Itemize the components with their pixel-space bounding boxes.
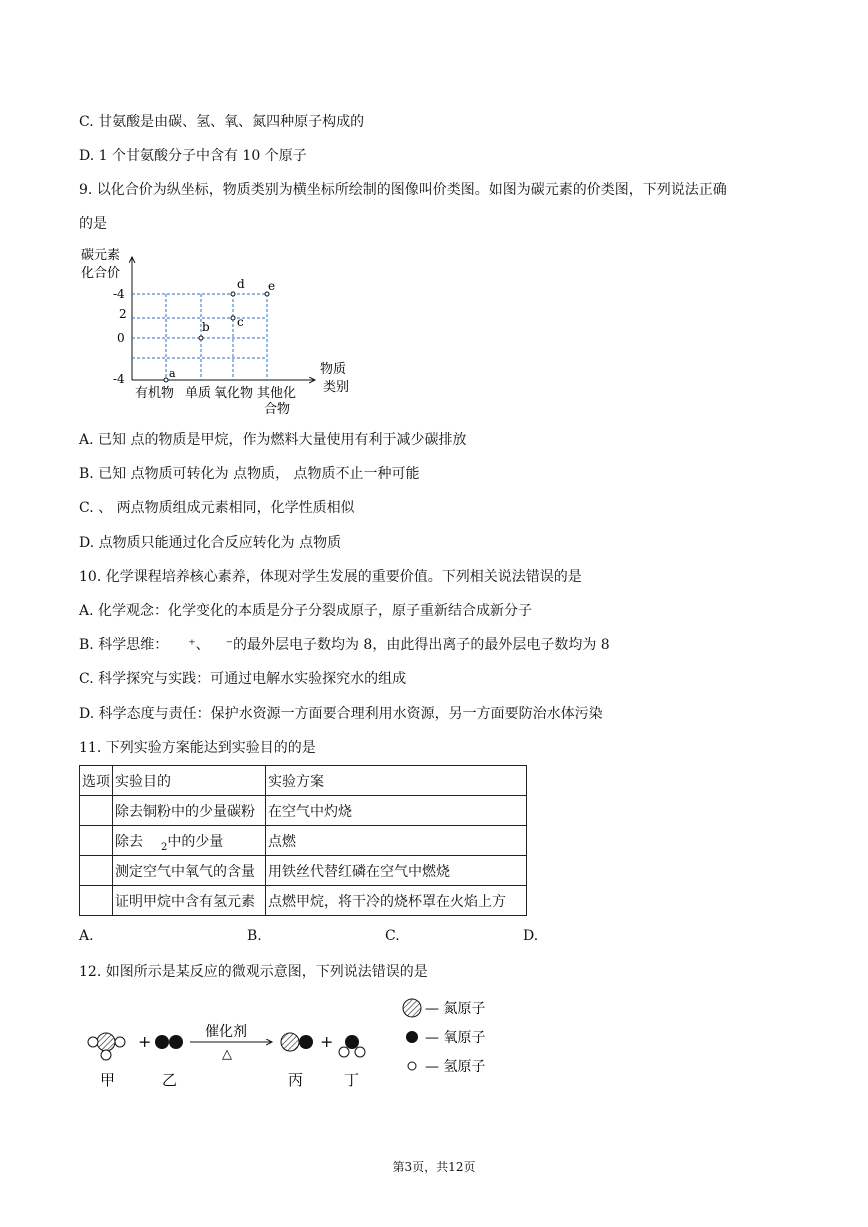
x-axis-title-2: 类别: [323, 380, 350, 395]
table-cell-option: [80, 796, 113, 826]
q8-option-d: D. 1 个甘氨酸分子中含有 10 个原子: [79, 148, 307, 164]
y-axis-title-1: 碳元素: [81, 248, 121, 263]
table-header-cell: 实验目的: [113, 766, 266, 796]
y-tick: -4: [113, 372, 125, 386]
label-jia: 甲: [100, 1071, 116, 1089]
point-d: [231, 292, 235, 296]
point-b: [199, 336, 203, 340]
point-c: [231, 316, 235, 320]
heat-condition: △: [222, 1047, 232, 1062]
table-cell-goal: 证明甲烷中含有氢元素: [113, 886, 266, 916]
q11-option-d: D.: [523, 928, 539, 944]
table-cell-option: [80, 826, 113, 856]
table-header-row: [80, 766, 527, 796]
x-category: 其他化: [257, 386, 297, 401]
table-cell-plan: 点燃甲烷，将干冷的烧杯罩在火焰上方: [266, 886, 527, 916]
q10b-part2: ⁺、: [188, 637, 210, 653]
point-d-label: d: [237, 277, 245, 291]
q8-option-c: C. 甘氨酸是由碳、氢、氧、氮四种原子构成的: [79, 114, 365, 130]
x-category: 氧化物: [214, 386, 254, 401]
legend-oxygen: — 氧原子: [425, 1030, 486, 1046]
q12-stem: 12. 如图所示是某反应的微观示意图，下列说法错误的是: [79, 964, 428, 980]
molecule-bing: [281, 1033, 313, 1051]
q11-option-b: B.: [247, 928, 262, 944]
q10-option-b: [79, 635, 610, 655]
y-axis-title-2: 化合价: [81, 266, 121, 281]
molecule-jia: [88, 1033, 125, 1060]
q10-stem: 10. 化学课程培养核心素养，体现对学生发展的重要价值。下列相关说法错误的是: [79, 569, 582, 585]
table-cell-goal: [113, 826, 266, 856]
q9-option-b: B. 已知 点物质可转化为 点物质， 点物质不止一种可能: [79, 466, 420, 482]
q9-stem-line2: 的是: [79, 216, 107, 232]
table-cell-plan: 在空气中灼烧: [266, 796, 527, 826]
goal-subscript: 2: [161, 841, 168, 853]
q11-stem: 11. 下列实验方案能达到实验目的的是: [79, 740, 316, 756]
table-row: [80, 856, 527, 886]
point-a-label: a: [169, 367, 176, 380]
q10-option-c: C. 科学探究与实践：可通过电解水实验探究水的组成: [79, 671, 407, 687]
x-category: 单质: [185, 386, 212, 401]
table-row: [80, 886, 527, 916]
point-c-label: c: [237, 315, 244, 329]
q11-option-c: C.: [385, 928, 400, 944]
molecule-yi: [155, 1035, 183, 1049]
table-header-cell: 选项: [80, 766, 113, 796]
point-e-label: e: [268, 279, 276, 293]
q9-option-c: C. 、 两点物质组成元素相同，化学性质相似: [79, 500, 355, 516]
page-footer: 第3页，共12页: [392, 1160, 476, 1174]
q9-option-d: D. 点物质只能通过化合反应转化为 点物质: [79, 535, 342, 551]
q10b-part3: ⁻的最外层电子数均为 8，由此得出离子的最外层电子数均为 8: [225, 637, 610, 653]
experiment-table: [79, 765, 527, 916]
label-ding: 丁: [344, 1071, 360, 1089]
x-category: 合物: [264, 402, 291, 415]
point-a: [164, 378, 168, 382]
table-cell-goal: 测定空气中氧气的含量: [113, 856, 266, 886]
x-category: 有机物: [135, 386, 175, 401]
point-b-label: b: [202, 320, 210, 334]
reaction-micro-diagram: [80, 992, 520, 1092]
table-cell-plan: 用铁丝代替红磷在空气中燃烧: [266, 856, 527, 886]
plus-sign: +: [320, 1032, 334, 1051]
q10b-part1: B. 科学思维：: [79, 637, 169, 653]
q10-option-d: D. 科学态度与责任：保护水资源一方面要合理利用水资源，另一方面要防治水体污染: [79, 706, 603, 722]
molecule-ding: [339, 1035, 365, 1057]
table-header-cell: 实验方案: [266, 766, 527, 796]
valence-class-chart: [75, 245, 365, 415]
q9-stem-line1: 9. 以化合价为纵坐标，物质类别为横坐标所绘制的图像叫价类图。如图为碳元素的价类图，下列说法正确: [79, 182, 727, 198]
legend-hydrogen: — 氢原子: [425, 1059, 486, 1075]
legend-nitrogen: — 氮原子: [425, 1001, 486, 1017]
table-cell-option: [80, 886, 113, 916]
q9-option-a: A. 已知 点的物质是甲烷，作为燃料大量使用有利于减少碳排放: [79, 432, 467, 448]
goal-prefix: 除去: [115, 833, 143, 850]
q10-option-a: A. 化学观念：化学变化的本质是分子分裂成原子，原子重新结合成新分子: [79, 603, 533, 619]
goal-suffix: 中的少量: [167, 833, 224, 850]
plus-sign: +: [138, 1032, 152, 1051]
catalyst-label: 催化剂: [205, 1024, 247, 1040]
table-cell-goal: 除去铜粉中的少量碳粉: [113, 796, 266, 826]
table-row: [80, 796, 527, 826]
y-tick: 2: [119, 307, 127, 321]
y-tick: 0: [117, 331, 125, 345]
y-tick: -4: [113, 287, 125, 301]
table-cell-plan: 点燃: [266, 826, 527, 856]
x-axis-title-1: 物质: [320, 362, 347, 377]
label-yi: 乙: [162, 1071, 178, 1089]
q11-option-a: A.: [79, 928, 94, 944]
label-bing: 丙: [288, 1071, 304, 1089]
legend: [403, 999, 485, 1075]
table-cell-option: [80, 856, 113, 886]
table-row: [80, 826, 527, 856]
